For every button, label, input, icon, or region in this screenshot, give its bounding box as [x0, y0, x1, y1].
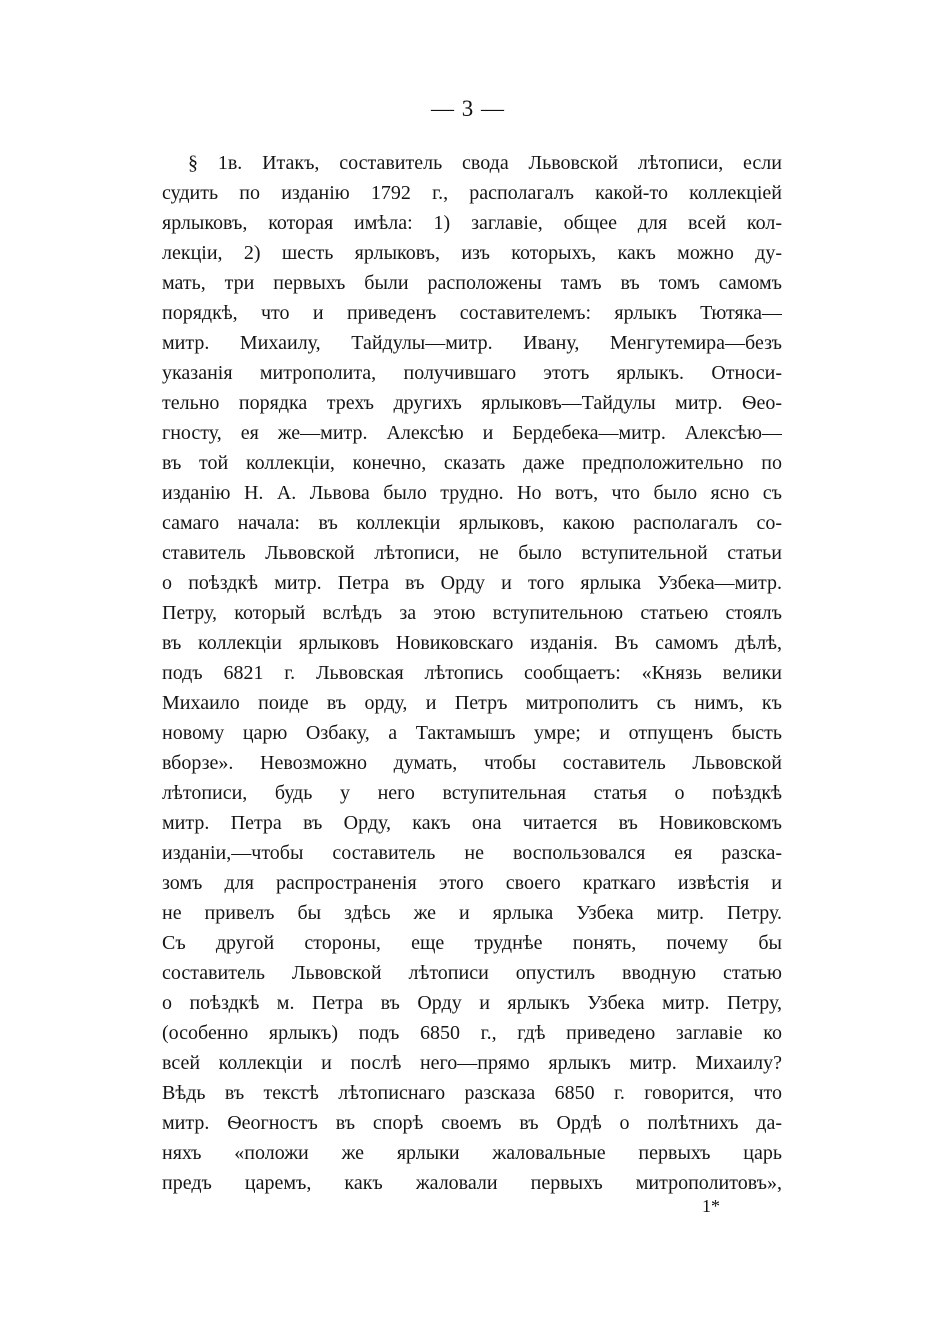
text-line: Съ другой стороны, еще труднѣе понять, почему бы	[162, 932, 782, 954]
text-line: всей коллекціи и послѣ него—прямо ярлыкъ митр. Михаилу?	[162, 1052, 782, 1074]
text-line: новому царю Озбаку, а Тактамышъ умре; и отпущенъ бысть	[162, 722, 782, 744]
signature-mark: 1*	[702, 1196, 720, 1216]
text-line: § 1в. Итакъ, составитель свода Львовской лѣтописи, если	[188, 152, 782, 174]
page-number: — 3 —	[431, 96, 505, 121]
text-line: въ той коллекціи, конечно, сказать даже предположительно по	[162, 452, 782, 474]
text-line: составитель Львовской лѣтописи опустилъ вводную статью	[162, 962, 782, 984]
text-line: ставитель Львовской лѣтописи, не было вступительной статьи	[162, 542, 782, 564]
text-line: указанія митрополита, получившаго этотъ ярлыкъ. Относи-	[162, 362, 782, 384]
text-line: Вѣдь въ текстѣ лѣтописнаго разсказа 6850 г. говорится, что	[162, 1082, 782, 1104]
text-line: няхъ «положи же ярлыки жаловальные первыхъ царь	[162, 1142, 782, 1164]
text-line: мать, три первыхъ были расположены тамъ въ томъ самомъ	[162, 272, 782, 294]
text-line: митр. Михаилу, Тайдулы—митр. Ивану, Менгутемира—безъ	[162, 332, 782, 354]
text-line: вборзе». Невозможно думать, чтобы составитель Львовской	[162, 752, 782, 774]
text-line: судить по изданію 1792 г., располагалъ какой-то коллекціей	[162, 182, 782, 204]
text-line: лѣтописи, будь у него вступительная статья о поѣздкѣ	[162, 782, 782, 804]
text-line: предъ царемъ, какъ жаловали первыхъ митрополитовъ»,	[162, 1172, 782, 1194]
text-line: (особенно ярлыкъ) подъ 6850 г., гдѣ приведено заглавіе ко	[162, 1022, 782, 1044]
text-line: въ коллекціи ярлыковъ Новиковскаго изданія. Въ самомъ дѣлѣ,	[162, 632, 782, 654]
text-line: изданію Н. А. Львова было трудно. Но вотъ, что было ясно съ	[162, 482, 782, 504]
text-line: тельно порядка трехъ другихъ ярлыковъ—Тайдулы митр. Ѳео-	[162, 392, 782, 414]
text-line: гносту, ея же—митр. Алексѣю и Бердебека—митр. Алексѣю—	[162, 422, 782, 444]
text-line: не привелъ бы здѣсь же и ярлыка Узбека митр. Петру.	[162, 902, 782, 924]
text-line: о поѣздкѣ м. Петра въ Орду и ярлыкъ Узбека митр. Петру,	[162, 992, 782, 1014]
text-line: зомъ для распространенія этого своего краткаго извѣстія и	[162, 872, 782, 894]
text-line: митр. Петра въ Орду, какъ она читается въ Новиковскомъ	[162, 812, 782, 834]
body-paragraph	[162, 148, 782, 1198]
text-line: лекціи, 2) шесть ярлыковъ, изъ которыхъ, какъ можно ду-	[162, 242, 782, 264]
text-line: порядкѣ, что и приведенъ составителемъ: ярлыкъ Тютяка—	[162, 302, 782, 324]
text-line: подъ 6821 г. Львовская лѣтопись сообщаетъ: «Князь велики	[162, 662, 782, 684]
text-line: самаго начала: въ коллекціи ярлыковъ, какою располагалъ со-	[162, 512, 782, 534]
text-line: о поѣздкѣ митр. Петра въ Орду и того ярлыка Узбека—митр.	[162, 572, 782, 594]
text-line: Петру, который вслѣдъ за этою вступительною статьею стоялъ	[162, 602, 782, 624]
text-line: изданіи,—чтобы составитель не воспользовался ея разска-	[162, 842, 782, 864]
text-line: Михаило поиде въ орду, и Петръ митрополитъ съ нимъ, къ	[162, 692, 782, 714]
text-line: митр. Ѳеогностъ въ спорѣ своемъ въ Ордѣ о полѣтнихъ да-	[162, 1112, 782, 1134]
text-line: ярлыковъ, которая имѣла: 1) заглавіе, общее для всей кол-	[162, 212, 782, 234]
